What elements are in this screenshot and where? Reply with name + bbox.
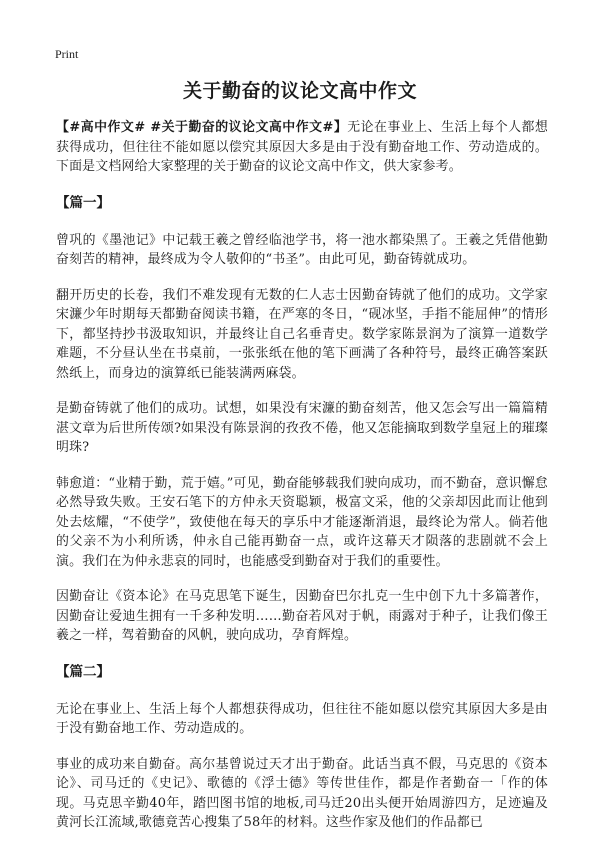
paragraph: 韩愈道：“业精于勤，荒于嬉。”可见，勤奋能够载我们驶向成功，而不勤奋，意识懈怠必然导致失败。王安石笔下的方仲永天资聪颖，极富文采，他的父亲却因此而让他到处去炫耀，“不使学”，致使他在每天的享乐中才能逐渐消退，最终论为常人。倘若他的父亲不为小利所诱，仲永自己能再勤奋一点，或许这幕天才陨落的悲剧就不会上演。我们在为仲永悲哀的同时，也能感受到勤奋对于我们的重要性。	[56, 475, 548, 569]
section-heading-2: 【篇二】	[56, 663, 110, 680]
article-body	[56, 118, 548, 849]
section-heading-1: 【篇一】	[56, 194, 110, 211]
intro-text: 无论在事业上、生活上每个人都想获得成功，但往往不能如愿以偿究其原因大多是由于没有勤奋地工作、劳动造成的。下面是文档网给大家整理的关于勤奋的议论文高中作文，供大家参考。	[56, 120, 549, 174]
paragraph: 曾巩的《墨池记》中记载王羲之曾经临池学书，将一池水都染黑了。王羲之凭借他勤奋刻苦的精神，最终成为令人敬仰的“书圣”。由此可见，勤奋铸就成功。	[56, 232, 548, 267]
intro-tags: 【#高中作文# #关于勤奋的议论文高中作文#】	[56, 120, 348, 135]
page-title: 关于勤奋的议论文高中作文	[182, 80, 417, 102]
paragraph: 翻开历史的长卷，我们不难发现有无数的仁人志士因勤奋铸就了他们的成功。文学家宋濂少年时期每天都勤奋阅读书籍，在严寒的冬日，“砚冰坚，手指不能屈伸”的情形下，都坚持抄书汲取知识，并最终让自己名垂青史。数学家陈景润为了演算一道数学难题，不分昼认坐在书桌前，一张张纸在他的笔下画满了各种符号，最终正确答案跃然纸上，而身边的演算纸已能装满两麻袋。	[56, 287, 548, 381]
paragraph: 事业的成功来自勤奋。高尔基曾说过天才出于勤奋。此话当真不假，马克思的《资本论》、司马迁的《史记》、歌德的《浮士德》等传世佳作，都是作者勤奋一「作的体现。马克思辛勤40年，踏凹图书馆的地板,司马迁20出头便开始周游四方，足迹遍及黄河长江流域,歌德竟苦心搜集了58年的材料。这些作家及他们的作品都已	[56, 756, 548, 830]
intro-paragraph	[56, 118, 548, 177]
paragraph: 因勤奋让《资本论》在马克思笔下诞生，因勤奋巴尔扎克一生中创下九十多篇著作，因勤奋让爱迪生拥有一千多种发明……勤奋若风对于帆，雨露对于种子，让我们像王羲之一样，驾着勤奋的风帆，驶向成功，孕育辉煌。	[56, 589, 548, 643]
print-link[interactable]: Print	[55, 47, 79, 61]
paragraph: 是勤奋铸就了他们的成功。试想，如果没有宋濂的勤奋刻苦，他又怎会写出一篇篇精湛文章为后世所传颂?如果没有陈景润的孜孜不倦，他又怎能摘取到数学皇冠上的璀璨明珠?	[56, 401, 548, 455]
paragraph: 无论在事业上、生活上每个人都想获得成功，但往往不能如愿以偿究其原因大多是由于没有勤奋地工作、劳动造成的。	[56, 701, 548, 736]
